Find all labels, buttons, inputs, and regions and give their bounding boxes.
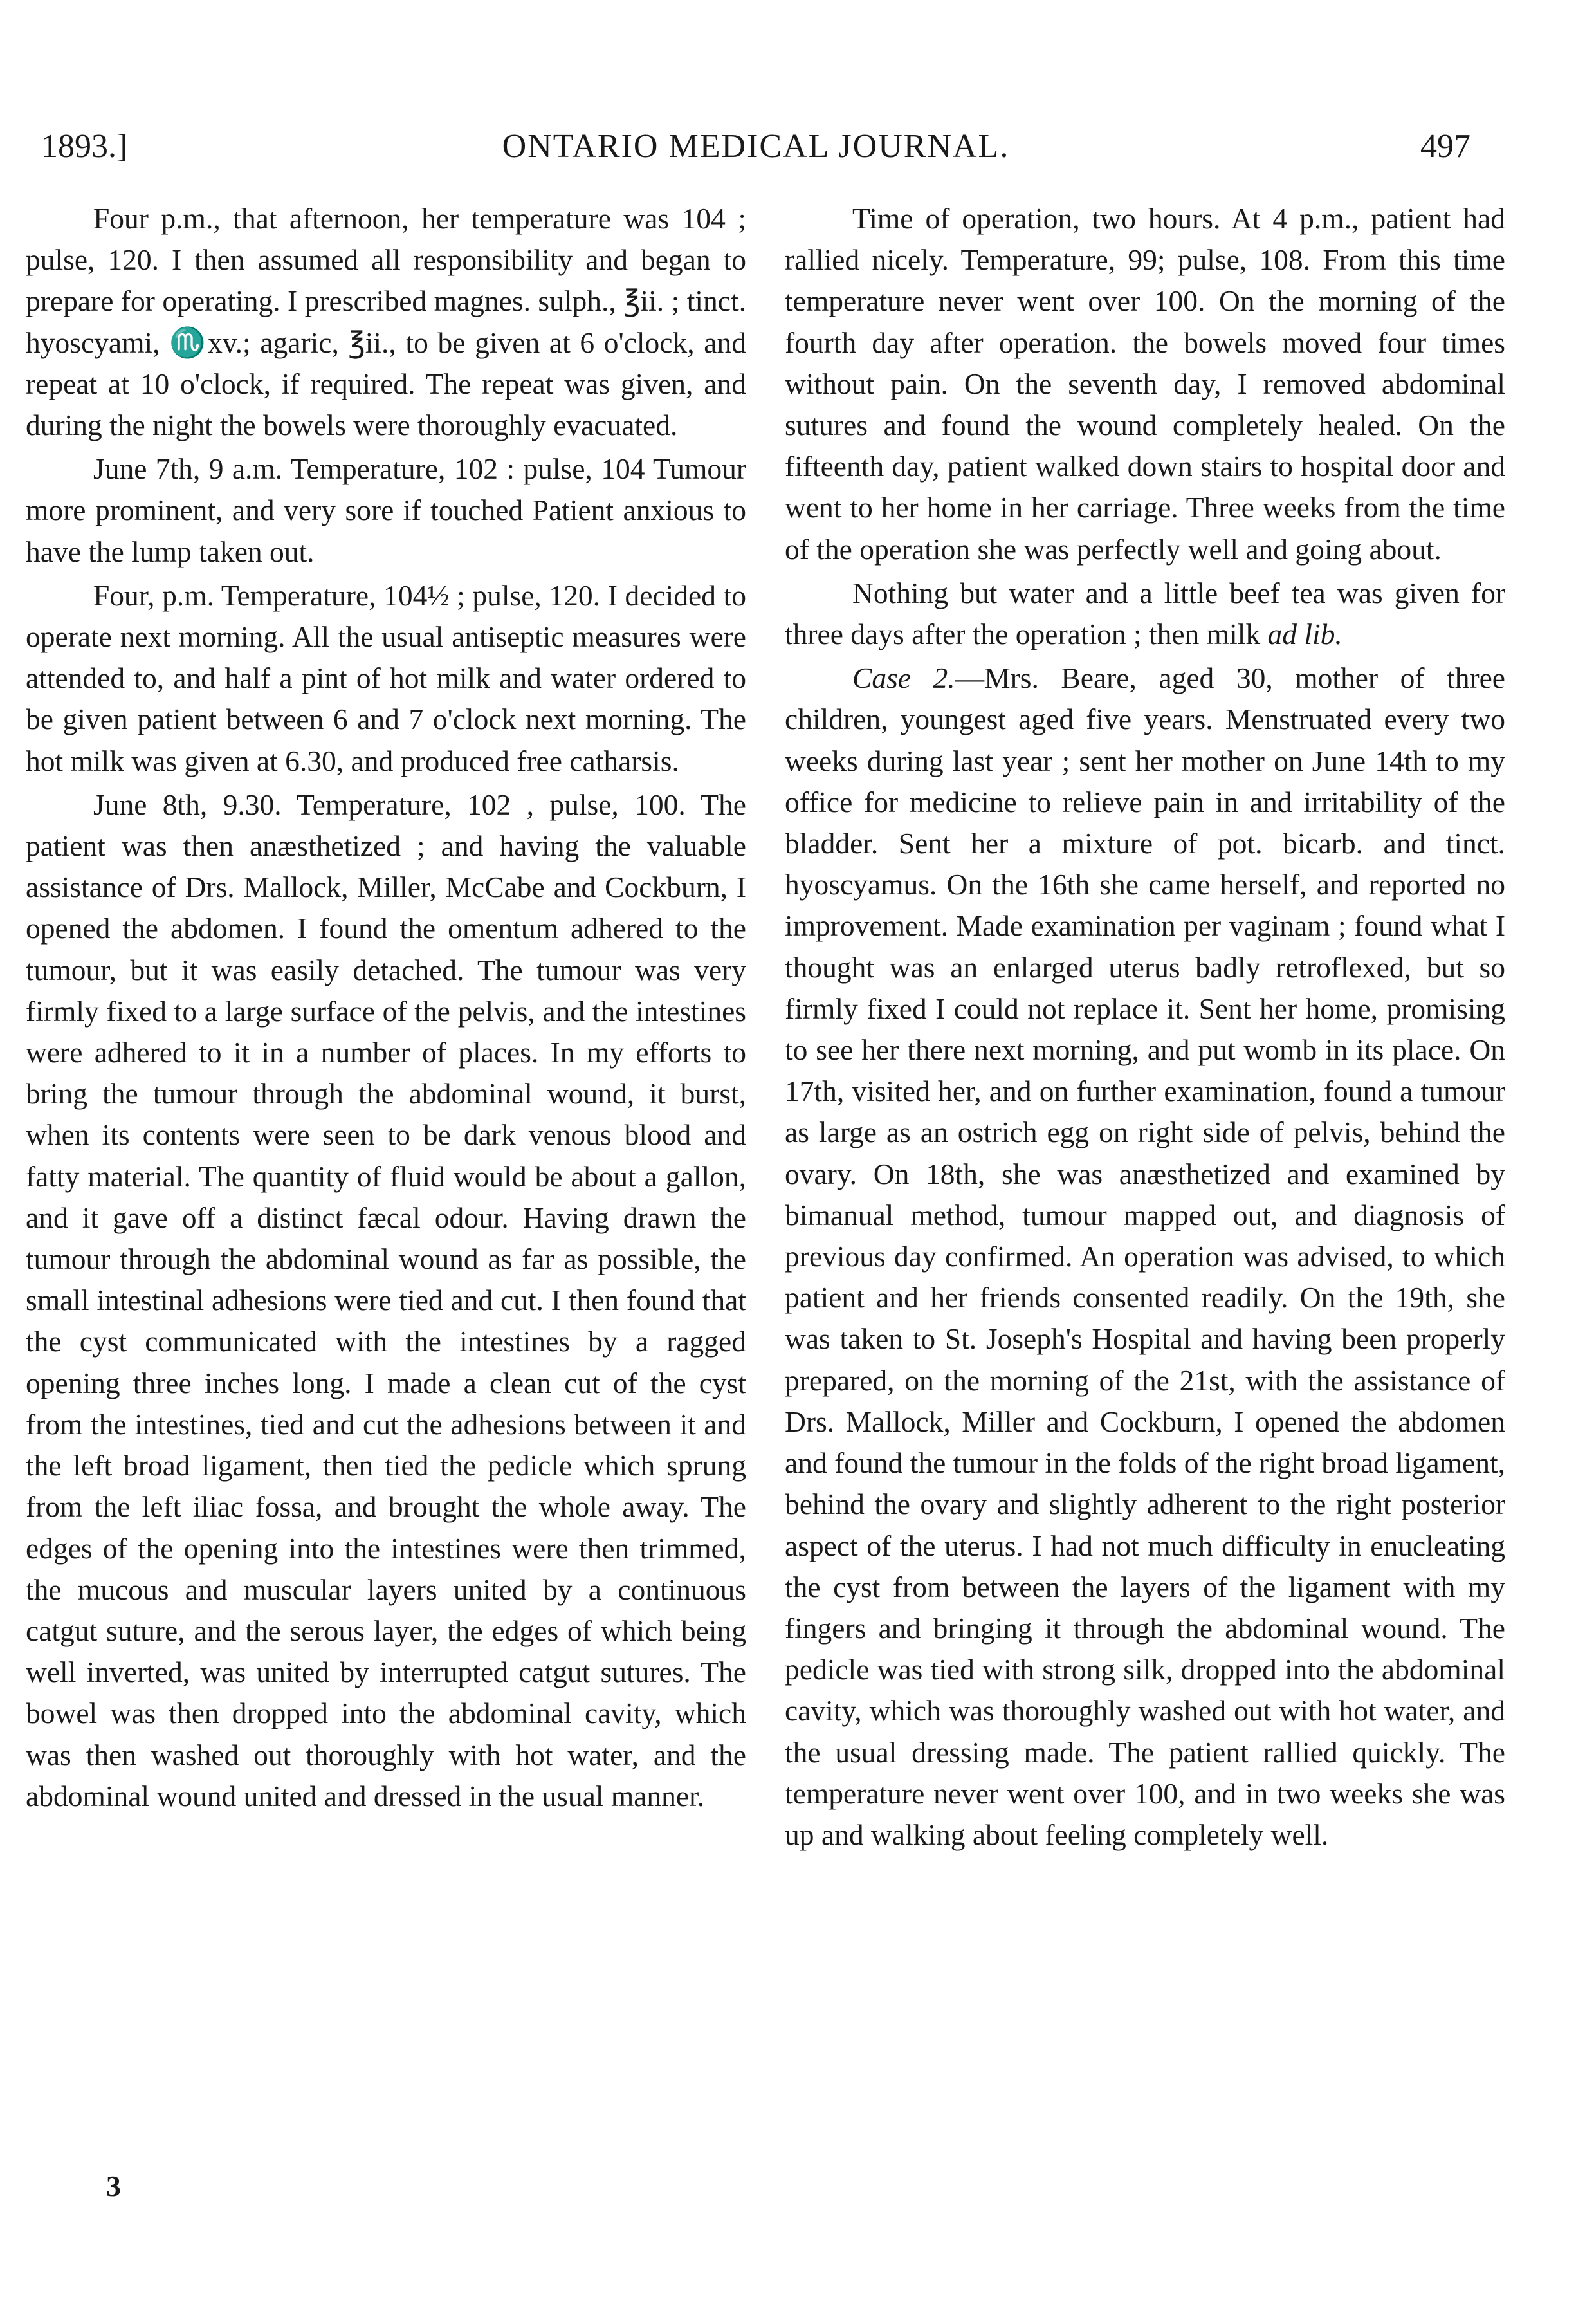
page-number: 497 (1420, 128, 1470, 165)
paragraph: June 7th, 9 a.m. Temperature, 102 : pulse, 104 Tumour more prominent, and very sore if touched Patient anxious to have the lump taken out. (26, 452, 746, 568)
paragraph (785, 658, 1505, 1856)
right-column (785, 198, 1505, 1856)
left-column (26, 198, 746, 1817)
header-year: 1893.] (41, 128, 128, 165)
paragraph: Time of operation, two hours. At 4 p.m., patient had rallied nicely. Temperature, 99; pulse, 108. From this time temperature never went over 100. On the morning of the fourth day after operation. the bowels moved four times without pain. On the seventh day, I removed abdominal sutures and found the wound completely healed. On the fifteenth day, patient walked down stairs to hospital door and went to her home in her carriage. Three weeks from the time of the operation she was perfectly well and going about. (785, 202, 1505, 566)
paragraph: Four, p.m. Temperature, 104½ ; pulse, 120. I decided to operate next morning. All the usual antiseptic measures were attended to, and half a pint of hot milk and water ordered to be given patient between 6 and 7 o'clock next morning. The hot milk was given at 6.30, and produced free catharsis. (26, 578, 746, 777)
latin-phrase: ad lib. (1267, 618, 1342, 651)
paragraph: Four p.m., that afternoon, her temperature was 104 ; pulse, 120. I then assumed all responsibility and began to prepare for operating. I prescribed magnes. sulph., ℥ii. ; tinct. hyoscyami, ♏xv.; agaric, ℥ii., to be given at 6 o'clock, and repeat at 10 o'clock, if required. The repeat was given, and during the night the bowels were thoroughly evacuated. (26, 202, 746, 442)
case-heading: Case 2. (852, 661, 955, 695)
paragraph: June 8th, 9.30. Temperature, 102 , pulse, 100. The patient was then anæsthetized ; and having the valuable assistance of Drs. Mallock, Miller, McCabe and Cockburn, I opened the abdomen. I found the omentum adhered to the tumour, but it was easily detached. The tumour was very firmly fixed to a large surface of the pelvis, and the intestines were adhered to it in a number of places. In my efforts to bring the tumour through the abdominal wound, it burst, when its contents were seen to be dark venous blood and fatty material. The quantity of fluid would be about a gallon, and it gave off a distinct fæcal odour. Having drawn the tumour through the abdominal wound as far as possible, the small intestinal adhesions were tied and cut. I then found that the cyst communicated with the intestines by a ragged opening three inches long. I made a clean cut of the cyst from the intestines, tied and cut the adhesions between it and the left broad ligament, then tied the pedicle which sprung from the left iliac fossa, and brought the whole away. The edges of the opening into the intestines were then trimmed, the mucous and muscular layers united by a continuous catgut suture, and the serous layer, the edges of which being well inverted, was united by interrupted catgut sutures. The bowel was then dropped into the abdominal cavity, which was then washed out thoroughly with hot water, and the abdominal wound united and dressed in the usual manner. (26, 788, 746, 1812)
paragraph-text: —Mrs. Beare, aged 30, mother of three children, youngest aged five years. Menstruated every two weeks during last year ; sent her mother on June 14th to my office for medicine to relieve pain in and irritability of the bladder. Sent her a mixture of pot. bicarb. and tinct. hyoscyamus. On the 16th she came herself, and reported no improvement. Made examination per vaginam ; found what I thought was an enlarged uterus badly retroflexed, but so firmly fixed I could not replace it. Sent her home, promising to see her there next morning, and put womb in its place. On 17th, visited her, and on further examination, found a tumour as large as an ostrich egg on right side of pelvis, behind the ovary. On 18th, she was anæsthetized and examined by bimanual method, tumour mapped out, and diagnosis of previous day confirmed. An operation was advised, to which patient and her friends consented readily. On the 19th, she was taken to St. Joseph's Hospital and having been properly prepared, on the morning of the 21st, with the assistance of Drs. Mallock, Miller and Cockburn, I opened the abdomen and found the tumour in the folds of the right broad ligament, behind the ovary and slightly adherent to the right posterior aspect of the uterus. I had not much difficulty in enucleating the cyst from between the layers of the ligament with my fingers and bringing it through the abdominal wound. The pedicle was tied with strong silk, dropped into the abdominal cavity, which was thoroughly washed out with hot water, and the usual dressing made. The patient rallied quickly. The temperature never went over 100, and in two weeks she was up and walking about feeling completely well. (785, 661, 1506, 1851)
paragraph-text: Nothing but water and a little beef tea was given for three days after the operation ; then milk (785, 576, 1505, 651)
signature-mark: 3 (106, 2170, 121, 2202)
running-header (41, 121, 1470, 172)
paragraph (785, 573, 1505, 655)
journal-title: ONTARIO MEDICAL JOURNAL. (502, 128, 1010, 165)
